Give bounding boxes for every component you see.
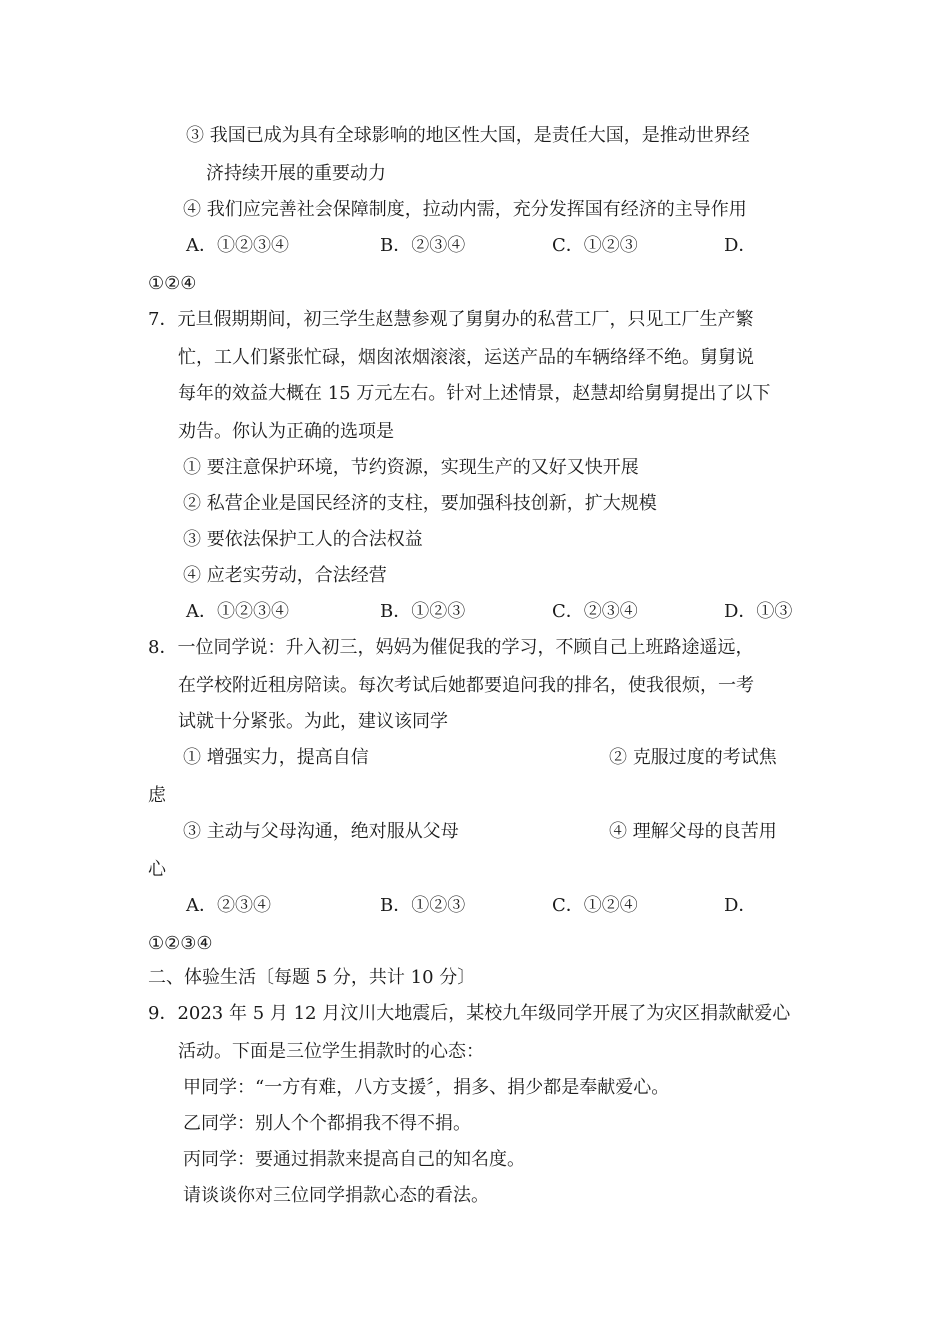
q7-option-a: A．①②③④ [186, 601, 289, 622]
q7-item-1: ① 要注意保护环境，节约资源，实现生产的又好又快开展 [183, 457, 639, 478]
q8-option-c: C．①②④ [552, 895, 638, 916]
q8-stem-line-3: 试就十分紧张。为此，建议该同学 [178, 711, 448, 732]
q9-stem-line-1: 9．2023 年 5 月 12 月汶川大地震后，某校九年级同学开展了为灾区捐款献爱心 [148, 1003, 791, 1024]
q8-item-4: ④ 理解父母的良苦用 [609, 821, 777, 842]
q9-student-c: 丙同学：要通过捐款来提高自己的知名度。 [183, 1149, 525, 1170]
q6-item-4: ④ 我们应完善社会保障制度，拉动内需，充分发挥国有经济的主导作用 [183, 199, 747, 220]
section-2-heading: 二、体验生活〔每题 5 分，共计 10 分〕 [148, 967, 476, 988]
q9-prompt: 请谈谈你对三位同学捐款心态的看法。 [183, 1185, 489, 1206]
q6-option-b: B．②③④ [380, 235, 466, 256]
q7-stem-line-4: 劝告。你认为正确的选项是 [178, 421, 394, 442]
q8-option-d-wrap: ①②③④ [148, 933, 213, 954]
q6-option-a: A．①②③④ [186, 235, 289, 256]
q9-student-a: 甲同学：“一方有难，八方支援〞，捐多、捐少都是奉献爱心。 [183, 1077, 670, 1098]
q6-item-3-line-2: 济持续开展的重要动力 [206, 163, 386, 184]
q8-option-b: B．①②③ [380, 895, 466, 916]
q8-item-1: ① 增强实力，提高自信 [183, 747, 369, 768]
q7-stem-line-2: 忙，工人们紧张忙碌，烟囱浓烟滚滚，运送产品的车辆络绎不绝。舅舅说 [178, 347, 754, 368]
q6-option-c: C．①②③ [552, 235, 638, 256]
q8-option-a: A．②③④ [186, 895, 271, 916]
q6-item-3-line-1: ③ 我国已成为具有全球影响的地区性大国，是责任大国，是推动世界经 [186, 125, 750, 146]
q7-stem-line-3: 每年的效益大概在 15 万元左右。针对上述情景，赵慧却给舅舅提出了以下 [178, 383, 771, 404]
q9-stem-line-2: 活动。下面是三位学生捐款时的心态： [178, 1041, 484, 1062]
q7-item-4: ④ 应老实劳动，合法经营 [183, 565, 387, 586]
q8-stem-line-1: 8．一位同学说：升入初三，妈妈为催促我的学习，不顾自己上班路途遥远， [148, 637, 754, 658]
q7-item-3: ③ 要依法保护工人的合法权益 [183, 529, 423, 550]
q7-option-b: B．①②③ [380, 601, 466, 622]
q8-item-2: ② 克服过度的考试焦 [609, 747, 777, 768]
q6-option-d: D． [724, 235, 757, 256]
q7-option-c: C．②③④ [552, 601, 638, 622]
q6-option-d-wrap: ①②④ [148, 273, 197, 294]
q8-item-4-wrap: 心 [148, 859, 166, 880]
q8-item-3: ③ 主动与父母沟通，绝对服从父母 [183, 821, 459, 842]
q8-option-d: D． [724, 895, 757, 916]
q8-stem-line-2: 在学校附近租房陪读。每次考试后她都要追问我的排名，使我很烦，一考 [178, 675, 754, 696]
q9-student-b: 乙同学：别人个个都捐我不得不捐。 [183, 1113, 471, 1134]
q8-item-2-wrap: 虑 [148, 785, 166, 806]
q7-option-d: D．①③ [724, 601, 793, 622]
q7-stem-line-1: 7．元旦假期期间，初三学生赵慧参观了舅舅办的私营工厂，只见工厂生产繁 [148, 309, 754, 330]
q7-item-2: ② 私营企业是国民经济的支柱，要加强科技创新，扩大规模 [183, 493, 657, 514]
